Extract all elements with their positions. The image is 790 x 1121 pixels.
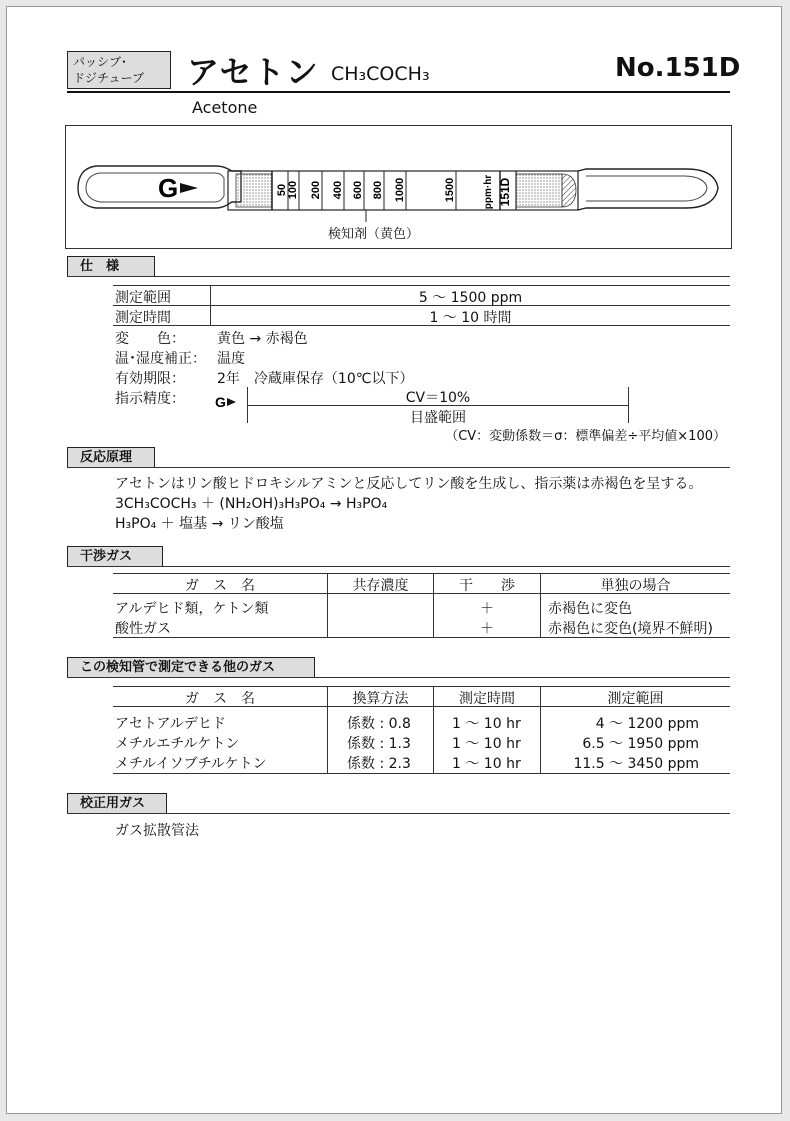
other-row1-time: 1 ～ 10 hr bbox=[452, 716, 521, 732]
spec-correction-value: 温度 bbox=[217, 351, 245, 367]
scale-label: 600 bbox=[352, 180, 364, 200]
section-other-gases-heading: この検知管で測定できる他のガス bbox=[67, 657, 315, 678]
header-rule bbox=[67, 91, 730, 93]
other-header-conversion: 換算方法 bbox=[352, 691, 409, 707]
flow-direction-icon bbox=[180, 183, 198, 193]
interference-row2-alone: 赤褐色に変色(境界不鮮明) bbox=[548, 621, 713, 637]
tube-code-label: 151D bbox=[498, 177, 512, 207]
interference-header-coexist: 共存濃度 bbox=[352, 578, 409, 594]
plug-right bbox=[562, 174, 576, 207]
small-logo: G bbox=[215, 394, 226, 409]
spec-table-top bbox=[113, 285, 730, 286]
other-row2-conversion: 係数 : 1.3 bbox=[347, 736, 411, 752]
other-header-time: 測定時間 bbox=[459, 691, 515, 707]
spec-range-value: 5 ～ 1500 ppm bbox=[418, 290, 523, 306]
spec-expiry-value: 2年 冷蔵庫保存（10℃以下） bbox=[217, 371, 414, 387]
spec-range-label: 測定範囲 bbox=[115, 290, 171, 306]
gastec-logo: G bbox=[158, 173, 179, 203]
spec-time-label: 測定時間 bbox=[115, 310, 171, 326]
other-row2-gas: メチルエチルケトン bbox=[115, 736, 240, 752]
tube-diagram-frame bbox=[65, 125, 732, 249]
section-reaction-rule bbox=[67, 467, 730, 468]
scale-label: 1500 bbox=[444, 177, 456, 203]
accuracy-note: （CV：変動係数＝σ：標準偏差÷平均値×100） bbox=[445, 429, 726, 444]
spec-correction-label: 温･湿度補正： bbox=[115, 351, 206, 367]
english-name: Acetone bbox=[192, 98, 258, 117]
other-header-gas: ガ ス 名 bbox=[185, 691, 255, 707]
interference-row2-gas: 酸性ガス bbox=[115, 621, 171, 637]
reagent-label: 検知剤（黄色） bbox=[328, 227, 420, 242]
interference-header-gas: ガ ス 名 bbox=[185, 578, 255, 594]
other-row1-gas: アセトアルデヒド bbox=[115, 716, 226, 732]
chemical-formula: CH₃COCH₃ bbox=[331, 63, 430, 85]
section-other-gases-rule bbox=[67, 677, 730, 678]
interference-row1-alone: 赤褐色に変色 bbox=[548, 601, 632, 617]
interference-header-alone: 単独の場合 bbox=[600, 578, 671, 594]
scale-unit-label: ppm·hr bbox=[483, 174, 494, 210]
scale-label: 200 bbox=[310, 180, 322, 200]
interference-row1-effect: ＋ bbox=[480, 601, 494, 617]
other-row1-range: 4 ～ 1200 ppm bbox=[595, 716, 699, 732]
tag-line-1: パッシブ･ bbox=[73, 55, 128, 69]
section-interference-heading: 干渉ガス bbox=[67, 546, 163, 567]
spec-time-value: 1 ～ 10 時間 bbox=[429, 310, 512, 326]
other-table-bottom bbox=[113, 773, 730, 774]
section-interference-rule bbox=[67, 566, 730, 567]
other-row3-conversion: 係数 : 2.3 bbox=[347, 756, 411, 772]
calibration-value: ガス拡散管法 bbox=[115, 823, 199, 839]
accuracy-cv: CV＝10% bbox=[405, 390, 471, 406]
filler-right bbox=[516, 174, 562, 207]
interference-header-effect: 干 渉 bbox=[459, 578, 515, 594]
filler-left bbox=[236, 174, 272, 207]
flow-direction-small-icon bbox=[215, 393, 241, 409]
document-page bbox=[6, 6, 782, 1114]
tag-line-2: ドジチューブ bbox=[73, 71, 145, 85]
interference-table-top bbox=[113, 573, 730, 574]
reaction-line-2: 3CH₃COCH₃ ＋ (NH₂OH)₃H₃PO₄ → H₃PO₄ bbox=[115, 496, 388, 512]
spec-color-value: 黄色 → 赤褐色 bbox=[217, 331, 308, 347]
section-spec-heading: 仕 様 bbox=[67, 256, 155, 277]
section-reaction-heading: 反応原理 bbox=[67, 447, 155, 468]
tube-scale bbox=[276, 171, 456, 210]
section-spec-rule bbox=[67, 276, 730, 277]
section-calibration-heading: 校正用ガス bbox=[67, 793, 167, 814]
other-row3-range: 11.5 ～ 3450 ppm bbox=[573, 756, 699, 772]
other-table-top bbox=[113, 686, 730, 687]
other-row3-time: 1 ～ 10 hr bbox=[452, 756, 521, 772]
spec-color-label: 変 色： bbox=[115, 331, 185, 347]
product-number: No.151D bbox=[615, 53, 741, 83]
other-header-range: 測定範囲 bbox=[607, 691, 664, 707]
other-row2-time: 1 ～ 10 hr bbox=[452, 736, 521, 752]
accuracy-range-label: 目盛範囲 bbox=[410, 410, 466, 426]
scale-label: 1000 bbox=[394, 177, 406, 203]
scale-label: 400 bbox=[332, 180, 344, 200]
product-type-tag bbox=[67, 51, 171, 89]
reaction-line-1: アセトンはリン酸ヒドロキシルアミンと反応してリン酸を生成し、指示薬は赤褐色を呈する。 bbox=[115, 476, 703, 492]
other-row1-conversion: 係数 : 0.8 bbox=[347, 716, 411, 732]
interference-row1-gas: アルデヒド類，ケトン類 bbox=[115, 601, 269, 617]
page-title: アセトン bbox=[187, 53, 319, 91]
other-row3-gas: メチルイソブチルケトン bbox=[115, 756, 267, 772]
reaction-line-3: H₃PO₄ ＋ 塩基 → リン酸塩 bbox=[115, 516, 284, 532]
other-row2-range: 6.5 ～ 1950 ppm bbox=[582, 736, 699, 752]
scale-label: 800 bbox=[372, 180, 384, 200]
section-calibration-rule bbox=[67, 813, 730, 814]
scale-label: 50 bbox=[276, 183, 288, 197]
spec-expiry-label: 有効期限： bbox=[115, 371, 185, 387]
scale-label: 100 bbox=[287, 180, 299, 200]
spec-accuracy-label: 指示精度： bbox=[115, 391, 185, 407]
interference-row2-effect: ＋ bbox=[480, 621, 494, 637]
